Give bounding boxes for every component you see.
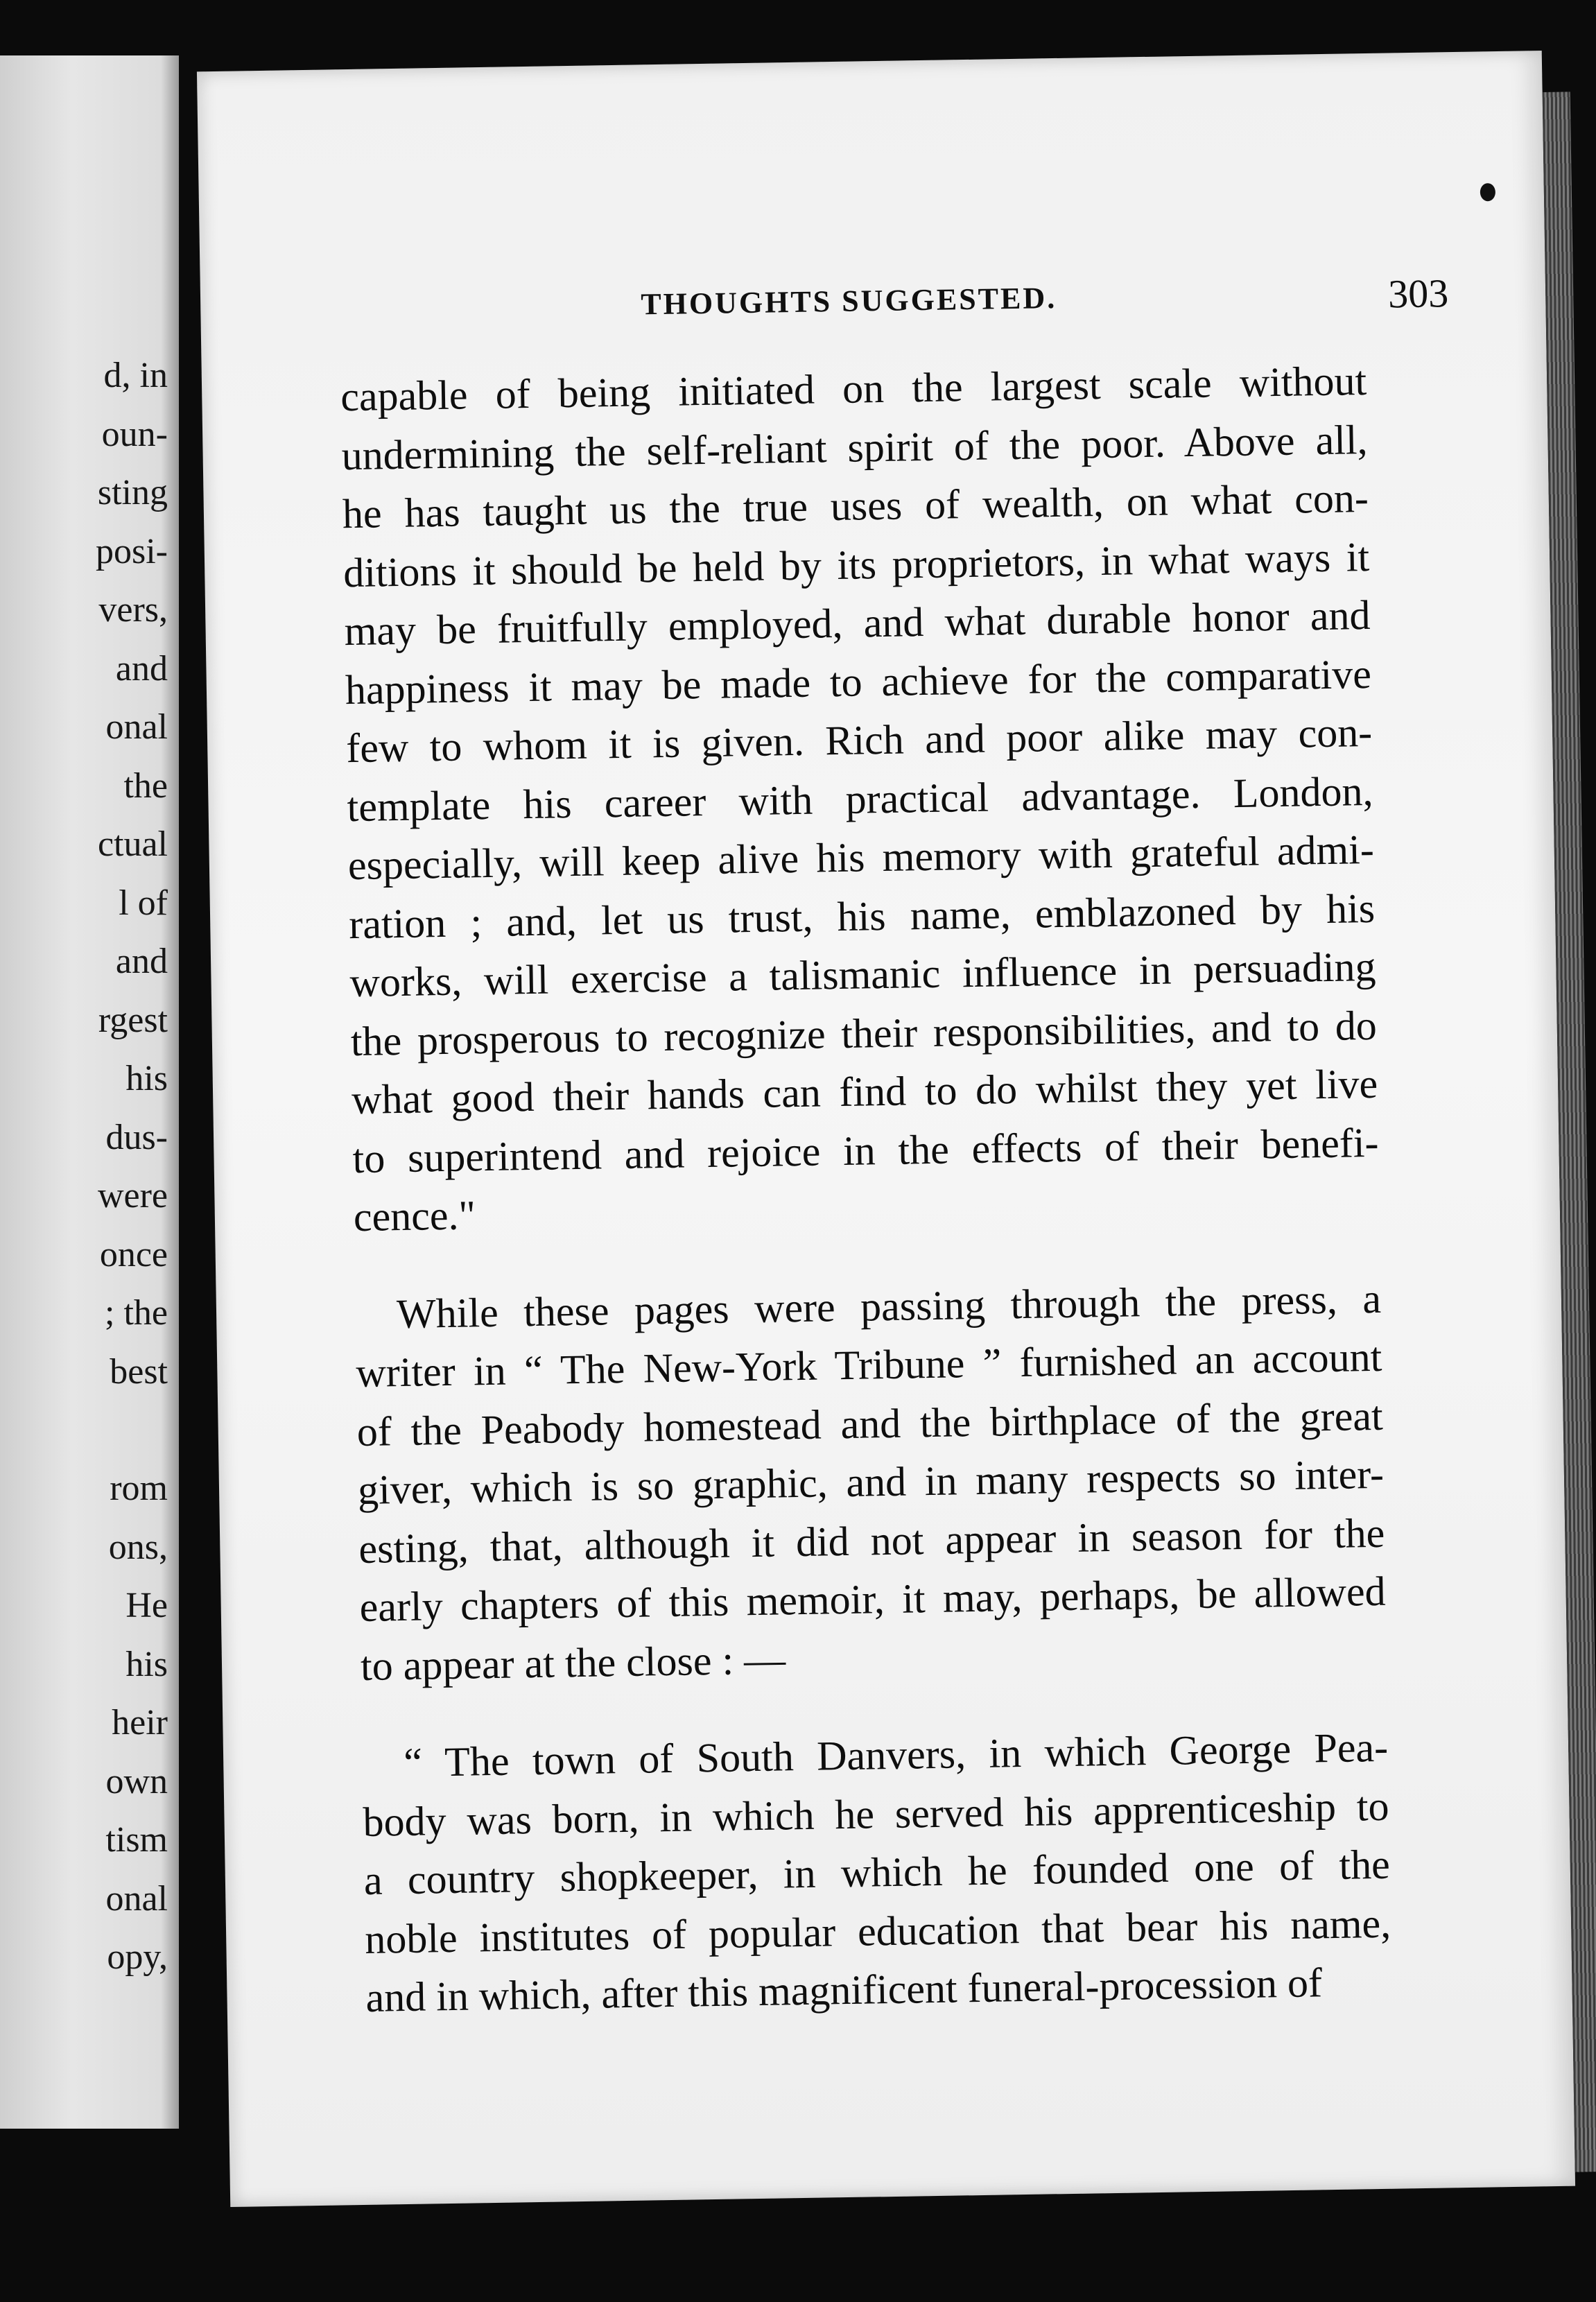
facing-page-line: ctual (97, 824, 168, 864)
facing-page-line: opy, (107, 1937, 168, 1977)
facing-page-line: vers, (98, 590, 168, 630)
facing-page-line: dus- (105, 1117, 168, 1157)
paragraph (354, 1269, 1387, 1695)
page-edge-shadow (1543, 92, 1596, 2172)
page-number: 303 (1387, 270, 1449, 317)
text-line: While these pages were passing through the press, a (396, 1275, 1382, 1337)
text-line: what good their hands can find to do whilst they yet live (351, 1060, 1378, 1123)
facing-page-line: heir (112, 1703, 168, 1742)
text-line: template his career with practical advantage. London, (347, 768, 1373, 830)
facing-page-line: ; the (105, 1293, 168, 1333)
facing-page-line-ends (96, 347, 168, 1987)
facing-page-line: his (125, 1059, 168, 1098)
text-line: esting, that, although it did not appear in season for the (358, 1509, 1385, 1572)
facing-page-line: ons, (108, 1527, 168, 1567)
text-line: noble institutes of popular education that bear his name, (364, 1900, 1391, 1962)
text-line: capable of being initiated on the largest scale without (340, 357, 1367, 420)
facing-page-fragment (0, 55, 179, 2129)
facing-page-gap (96, 1401, 168, 1460)
text-line: the prosperous to recognize their responsibilities, and to do (350, 1002, 1378, 1064)
ink-speck (1480, 183, 1495, 201)
facing-page-line: tism (105, 1820, 168, 1860)
text-line: giver, which is so graphic, and in many respects so inter- (357, 1451, 1385, 1514)
text-line: of the Peabody homestead and the birthplace of the great (356, 1392, 1384, 1455)
facing-page-line: own (105, 1761, 168, 1801)
facing-page-line: onal (105, 707, 168, 747)
facing-page-line: the (123, 765, 168, 806)
text-line: to superintend and rejoice in the effects of their benefi- (352, 1119, 1379, 1182)
text-line: especially, will keep alive his memory with grateful admi- (347, 826, 1375, 889)
text-line: undermining the self-reliant spirit of the poor. Above all, (341, 416, 1368, 478)
facing-page-line: rgest (98, 1000, 168, 1040)
facing-page-line: onal (105, 1878, 168, 1919)
text-line: ditions it should be held by its proprietors, in what ways it (342, 533, 1370, 596)
facing-page-line: posi- (96, 531, 168, 571)
text-line: ration ; and, let us trust, his name, emblazoned by his (348, 885, 1376, 947)
facing-page-line: his (125, 1644, 168, 1684)
paragraph (340, 352, 1380, 1247)
facing-page-line: and (115, 648, 168, 689)
paragraph (362, 1718, 1392, 2027)
text-line: may be fruitfully employed, and what durable honor and (344, 591, 1371, 655)
text-line: body was born, in which he served his apprenticeship to (363, 1783, 1389, 1845)
text-line: a country shopkeeper, in which he founded one of the (363, 1841, 1391, 1903)
text-line: early chapters of this memoir, it may, perhaps, be allowed (359, 1568, 1387, 1631)
facing-page-line: once (99, 1234, 168, 1274)
running-head: THOUGHTS SUGGESTED. (640, 280, 1057, 322)
text-line: few to whom it is given. Rich and poor alike may con- (345, 709, 1373, 772)
facing-page-line: sting (97, 473, 168, 512)
book-page (197, 51, 1575, 2207)
text-line: he has taught us the true uses of wealth, on what con- (342, 474, 1369, 537)
facing-page-line: best (110, 1351, 168, 1392)
text-line: writer in “ The New-York Tribune ” furnished an account (355, 1333, 1382, 1396)
text-line: to appear at the close : — (360, 1636, 786, 1689)
text-line: happiness it may be made to achieve for the comparative (345, 650, 1372, 713)
facing-page-line: d, in (103, 356, 168, 395)
facing-page-line: oun- (101, 414, 168, 454)
page-header (304, 270, 1449, 340)
facing-page-line: were (97, 1176, 168, 1215)
facing-page-line: rom (110, 1469, 168, 1508)
facing-page-line: l of (119, 883, 168, 923)
text-line: works, will exercise a talismanic influence in persuading (349, 943, 1376, 1006)
text-line: and in which, after this magnificent funeral-procession of (365, 1959, 1323, 2020)
text-line: “ The town of South Danvers, in which George Pea- (403, 1724, 1389, 1786)
text-line: cence." (353, 1192, 476, 1240)
facing-page-line: and (115, 942, 168, 981)
facing-page-line: He (125, 1586, 168, 1625)
body-text (340, 352, 1392, 2027)
